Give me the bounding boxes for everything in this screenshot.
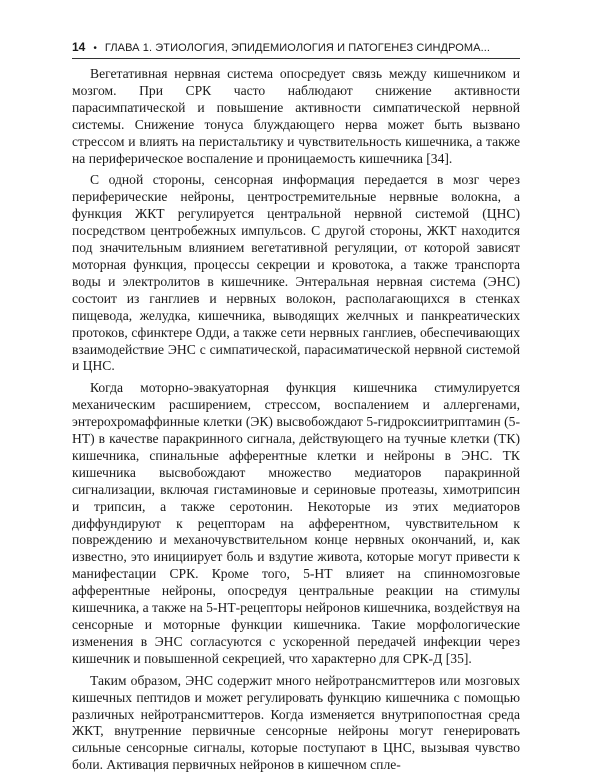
paragraph: Таким образом, ЭНС содержит много нейротрансмиттеров или мозговых кишечных пептидов и может регулировать функцию кишечника с помощью различных нейротрансмиттеров. Когда изменяется внутрипопостная среда ЖКТ, внутренние первичные сенсорные нейроны могут генерировать сильные сенсорные сигналы, которые поступают в ЦНС, вызывая чувство боли. Активация первичных нейронов в кишечном спле- (72, 672, 520, 773)
body-text (72, 66, 520, 779)
page-number: 14 (72, 40, 86, 54)
running-head (72, 40, 520, 54)
paragraph: С одной стороны, сенсорная информация передается в мозг через периферические нейроны, центростремительные нервные волокна, а функция ЖКТ регулируется центральной нервной системой (ЦНС) посредством центробежных импульсов. С другой стороны, ЖКТ находится под значительным влиянием вегетативной регуляции, от которой зависят моторная функция, процессы секреции и кровотока, а также транспорта воды и электролитов в кишечнике. Энтеральная нервная система (ЭНС) состоит из ганглиев и нервных волокон, располагающихся в стенках пищевода, желудка, кишечника, выводящих желчных и панкреатических протоков, сфинктере Одди, а также сети нервных ганглиев, обеспечивающих взаимодействие ЭНС с симпатической, парасиматической нервной системой и ЦНС. (72, 172, 520, 374)
bullet-separator: • (93, 43, 97, 54)
paragraph: Когда моторно-эвакуаторная функция кишечника стимулируется механическим расширением, стрессом, воспалением и аллергенами, энтерохромаффинные клетки (ЭК) высвобождают 5-гидроксиитриптамин (5-НТ) в качестве паракринного сигнала, действующего на тучные клетки (ТК) кишечника, спинальные афферентные клетки и нейроны в ЭНС. ТК кишечника высвобождают множество медиаторов паракринной сигнализации, включая гистаминовые и сериновые протеазы, химотрипсин и трипсин, а также серотонин. Некоторые из этих медиаторов диффундируют к рецепторам на афферентном, чувствительном к повреждению и механочувствительном конце нервных окончаний, и, как известно, это инициирует боль и вздутие живота, которые могут привести к манифестации СРК. Кроме того, 5-НТ влияет на спинномозговые афферентные нейроны, опосредуя центральные реакции на стимулы кишечника, а также на 5-НТ-рецепторы нейронов кишечника, воздействуя на сенсорные и моторные функции кишечника. Такие морфологические изменения в ЭНС согласуются с ускоренной передачей инфекции через кишечник и повышенной секрецией, что характерно для СРК-Д [35]. (72, 380, 520, 666)
header-rule (72, 58, 520, 59)
chapter-title: ГЛАВА 1. ЭТИОЛОГИЯ, ЭПИДЕМИОЛОГИЯ И ПАТОГЕНЕЗ СИНДРОМА... (104, 42, 491, 54)
paragraph: Вегетативная нервная система опосредует связь между кишечником и мозгом. При СРК часто наблюдают снижение активности парасимпатической и повышение активности симпатической нервной системы. Снижение тонуса блуждающего нерва может быть вызвано стрессом и влиять на перистальтику и чувствительность кишечника, а также на периферическое воспаление и проницаемость кишечника [34]. (72, 66, 520, 166)
